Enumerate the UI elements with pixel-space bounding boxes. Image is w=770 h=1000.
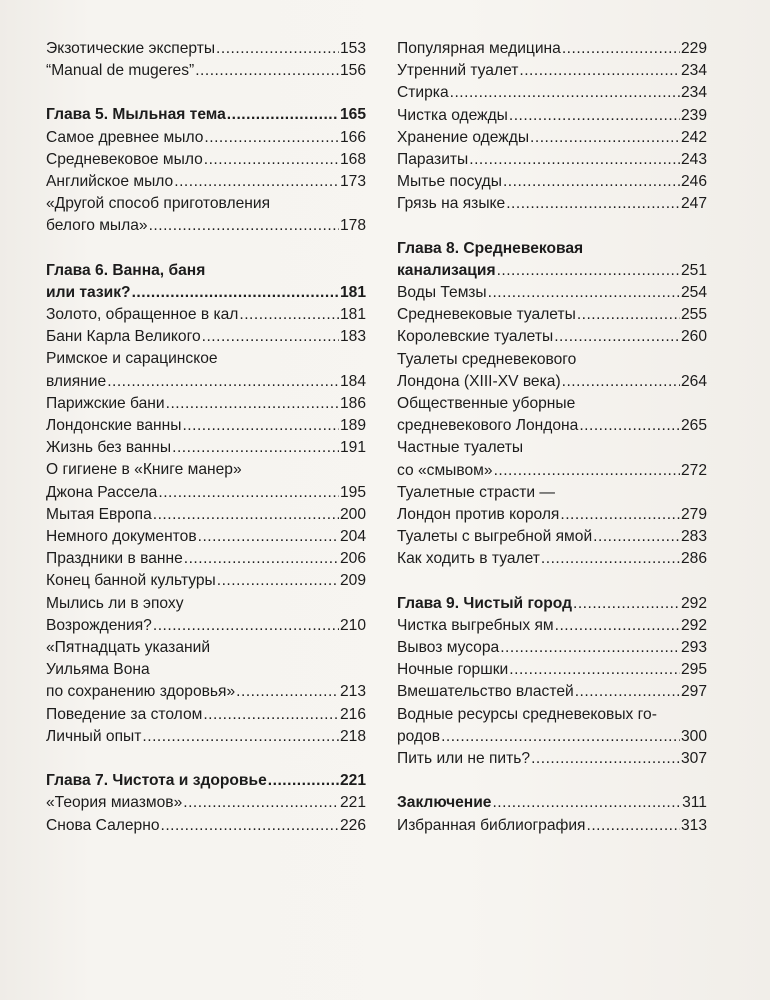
toc-entry bbox=[46, 482, 366, 504]
chapter-heading-line1 bbox=[397, 238, 707, 260]
entry-title: Чистка выгребных ям bbox=[397, 616, 554, 634]
page-number: 184 bbox=[339, 372, 366, 390]
leader-dots bbox=[579, 415, 680, 437]
page-number: 247 bbox=[680, 195, 707, 213]
toc-entry bbox=[46, 437, 366, 459]
entry-title: Лондона (XIII-XV века) bbox=[397, 372, 561, 390]
toc-entry bbox=[397, 127, 707, 149]
entry-title: белого мыла» bbox=[46, 217, 148, 235]
page-number: 255 bbox=[680, 306, 707, 324]
toc-entry bbox=[46, 215, 366, 237]
toc-entry bbox=[46, 704, 366, 726]
toc-entry bbox=[397, 193, 707, 215]
entry-title: «Пятнадцать указаний bbox=[46, 639, 211, 657]
leader-dots bbox=[142, 726, 339, 748]
page-number: 254 bbox=[680, 284, 707, 302]
leader-dots bbox=[204, 149, 339, 171]
leader-dots bbox=[183, 792, 339, 814]
toc-entry-conclusion bbox=[397, 792, 707, 814]
toc-entry bbox=[397, 415, 707, 437]
toc-entry bbox=[46, 326, 366, 348]
toc-entry-line2 bbox=[46, 659, 366, 681]
entry-title: Самое древнее мыло bbox=[46, 128, 204, 146]
toc-entry bbox=[46, 304, 366, 326]
chapter-title: канализация bbox=[397, 261, 496, 279]
leader-dots bbox=[560, 504, 680, 526]
toc-entry-line1 bbox=[397, 704, 707, 726]
leader-dots bbox=[203, 704, 339, 726]
toc-entry bbox=[46, 681, 366, 703]
toc-entry bbox=[46, 615, 366, 637]
toc-entry-line1 bbox=[397, 482, 707, 504]
chapter-title: Глава 5. Мыльная тема bbox=[46, 106, 226, 124]
toc-entry bbox=[397, 326, 707, 348]
page-number: 242 bbox=[680, 128, 707, 146]
entry-title: Английское мыло bbox=[46, 173, 174, 191]
leader-dots bbox=[158, 482, 339, 504]
page-number: 209 bbox=[339, 572, 366, 590]
entry-title: Мылись ли в эпоху bbox=[46, 594, 184, 612]
leader-dots bbox=[236, 681, 339, 703]
page-number: 168 bbox=[339, 150, 366, 168]
chapter-heading bbox=[46, 770, 366, 792]
entry-title: Вывоз мусора bbox=[397, 639, 500, 657]
leader-dots bbox=[217, 570, 339, 592]
entry-title: Королевские туалеты bbox=[397, 328, 554, 346]
entry-title: Утренний туалет bbox=[397, 62, 519, 80]
leader-dots bbox=[497, 260, 680, 282]
entry-title: Лондонские ванны bbox=[46, 417, 182, 435]
page-number: 156 bbox=[339, 62, 366, 80]
toc-entry-line1 bbox=[46, 637, 366, 659]
leader-dots bbox=[503, 171, 680, 193]
toc-entry bbox=[46, 792, 366, 814]
entry-title: со «смывом» bbox=[397, 461, 493, 479]
page-number: 186 bbox=[339, 394, 366, 412]
leader-dots bbox=[500, 637, 680, 659]
entry-title: Мытье посуды bbox=[397, 173, 502, 191]
chapter-title: или тазик? bbox=[46, 283, 131, 301]
page-number: 311 bbox=[682, 794, 707, 812]
toc-entry bbox=[397, 171, 707, 193]
entry-title: Грязь на языке bbox=[397, 195, 506, 213]
page-number: 153 bbox=[339, 40, 366, 57]
page-number: 251 bbox=[680, 261, 707, 279]
toc-entry bbox=[397, 637, 707, 659]
toc-entry bbox=[397, 748, 707, 770]
page-number: 265 bbox=[680, 417, 707, 435]
page-number: 218 bbox=[339, 727, 366, 745]
toc-entry bbox=[46, 127, 366, 149]
leader-dots bbox=[149, 215, 339, 237]
entry-title: Как ходить в туалет bbox=[397, 550, 540, 568]
leader-dots bbox=[184, 548, 339, 570]
leader-dots bbox=[509, 659, 680, 681]
entry-title: Избранная библиография bbox=[397, 816, 586, 834]
toc-entry bbox=[397, 105, 707, 127]
entry-title: Снова Салерно bbox=[46, 816, 160, 834]
toc-entry bbox=[397, 726, 707, 748]
toc-entry bbox=[46, 570, 366, 592]
entry-title: Туалеты с выгребной ямой bbox=[397, 528, 593, 546]
leader-dots bbox=[555, 615, 680, 637]
entry-title: «Другой способ приготовления bbox=[46, 195, 271, 213]
entry-title: Хранение одежды bbox=[397, 128, 530, 146]
page-number: 165 bbox=[339, 106, 366, 124]
leader-dots bbox=[132, 282, 339, 304]
leader-dots bbox=[166, 393, 339, 415]
entry-title: Поведение за столом bbox=[46, 705, 203, 723]
page-number: 229 bbox=[680, 40, 707, 57]
page-number: 272 bbox=[680, 461, 707, 479]
leader-dots bbox=[216, 38, 339, 60]
leader-dots bbox=[554, 326, 680, 348]
leader-dots bbox=[469, 149, 680, 171]
page-number: 307 bbox=[680, 750, 707, 768]
toc-entry-line1 bbox=[397, 437, 707, 459]
page-number: 204 bbox=[339, 528, 366, 546]
entry-title: Возрождения? bbox=[46, 616, 152, 634]
page-number: 300 bbox=[680, 727, 707, 745]
chapter-heading bbox=[46, 282, 366, 304]
entry-title: Экзотические эксперты bbox=[46, 40, 216, 57]
toc-entry bbox=[397, 659, 707, 681]
entry-title: Вмешательство властей bbox=[397, 683, 574, 701]
leader-dots bbox=[494, 460, 680, 482]
leader-dots bbox=[107, 371, 339, 393]
leader-dots bbox=[227, 104, 339, 126]
toc-entry-line1 bbox=[46, 593, 366, 615]
page-number: 293 bbox=[680, 639, 707, 657]
toc-entry bbox=[397, 38, 707, 60]
page-number: 297 bbox=[680, 683, 707, 701]
leader-dots bbox=[573, 593, 680, 615]
entry-title: Ночные горшки bbox=[397, 661, 509, 679]
leader-dots bbox=[202, 326, 339, 348]
page-number: 239 bbox=[680, 106, 707, 124]
page-number: 226 bbox=[339, 816, 366, 834]
page-number: 221 bbox=[339, 794, 366, 812]
toc-entry bbox=[46, 38, 366, 60]
entry-title: Мытая Европа bbox=[46, 505, 152, 523]
page-number: 213 bbox=[339, 683, 366, 701]
toc-entry bbox=[46, 815, 366, 837]
entry-title: Римское и сарацинское bbox=[46, 350, 218, 368]
leader-dots bbox=[450, 82, 680, 104]
toc-right-column bbox=[397, 38, 707, 837]
page-number: 260 bbox=[680, 328, 707, 346]
toc-entry-line1 bbox=[46, 193, 366, 215]
page-number: 166 bbox=[339, 128, 366, 146]
entry-title: Уильяма Вона bbox=[46, 661, 150, 679]
entry-title: Конец банной культуры bbox=[46, 572, 216, 590]
entry-title: Немного документов bbox=[46, 528, 197, 546]
page-number: 243 bbox=[680, 151, 707, 169]
page-number: 200 bbox=[339, 505, 366, 523]
toc-entry bbox=[397, 615, 707, 637]
page-number: 286 bbox=[680, 550, 707, 568]
chapter-title: Глава 7. Чистота и здоровье bbox=[46, 772, 267, 790]
leader-dots bbox=[441, 726, 680, 748]
chapter-heading-line1 bbox=[46, 260, 366, 282]
toc-entry bbox=[397, 548, 707, 570]
toc-entry bbox=[46, 371, 366, 393]
page-number: 234 bbox=[680, 84, 707, 102]
chapter-heading bbox=[397, 260, 707, 282]
chapter-title: Глава 9. Чистый город bbox=[397, 594, 573, 612]
entry-title: Праздники в ванне bbox=[46, 550, 183, 568]
toc-entry bbox=[46, 149, 366, 171]
leader-dots bbox=[195, 60, 339, 82]
toc-entry bbox=[397, 282, 707, 304]
leader-dots bbox=[492, 792, 681, 814]
entry-title: Паразиты bbox=[397, 151, 469, 169]
entry-title: Бани Карла Великого bbox=[46, 328, 201, 346]
page-number: 181 bbox=[339, 283, 366, 301]
page-number: 195 bbox=[339, 483, 366, 501]
page-number: 189 bbox=[339, 417, 366, 435]
entry-title: Средневековое мыло bbox=[46, 150, 203, 168]
entry-title: Стирка bbox=[397, 84, 449, 102]
page-number: 246 bbox=[680, 173, 707, 191]
leader-dots bbox=[575, 681, 680, 703]
leader-dots bbox=[531, 748, 680, 770]
entry-title: Воды Темзы bbox=[397, 284, 487, 302]
entry-title: О гигиене в «Книге манер» bbox=[46, 461, 242, 479]
page-number: 210 bbox=[339, 616, 366, 634]
entry-title: Лондон против короля bbox=[397, 506, 560, 524]
entry-title: Заключение bbox=[397, 794, 492, 812]
page-number: 183 bbox=[339, 328, 366, 346]
leader-dots bbox=[593, 526, 680, 548]
page-number: 181 bbox=[339, 306, 366, 324]
entry-title: Золото, обращенное в кал bbox=[46, 306, 239, 324]
leader-dots bbox=[174, 171, 339, 193]
leader-dots bbox=[562, 371, 680, 393]
toc-entry bbox=[46, 60, 366, 82]
chapter-heading bbox=[46, 104, 366, 126]
leader-dots bbox=[204, 127, 339, 149]
leader-dots bbox=[562, 38, 680, 60]
toc-left-column bbox=[46, 38, 366, 837]
toc-entry bbox=[46, 526, 366, 548]
entry-title: Пить или не пить? bbox=[397, 750, 531, 768]
page-number: 206 bbox=[339, 550, 366, 568]
page-number: 279 bbox=[680, 506, 707, 524]
page-number: 313 bbox=[680, 816, 707, 834]
toc-entry bbox=[46, 504, 366, 526]
page-number: 221 bbox=[339, 772, 366, 790]
page-number: 295 bbox=[680, 661, 707, 679]
leader-dots bbox=[506, 193, 680, 215]
toc-entry bbox=[46, 415, 366, 437]
toc-entry-line1 bbox=[46, 348, 366, 370]
entry-title: Туалетные страсти — bbox=[397, 483, 556, 501]
toc-entry-line1 bbox=[397, 393, 707, 415]
leader-dots bbox=[587, 815, 680, 837]
toc-entry bbox=[397, 60, 707, 82]
toc-entry-line1 bbox=[397, 349, 707, 371]
toc-entry bbox=[397, 149, 707, 171]
leader-dots bbox=[153, 504, 339, 526]
leader-dots bbox=[172, 437, 339, 459]
chapter-title: Глава 6. Ванна, баня bbox=[46, 261, 206, 279]
entry-title: “Manual de mugeres” bbox=[46, 62, 195, 80]
leader-dots bbox=[161, 815, 339, 837]
leader-dots bbox=[577, 304, 680, 326]
entry-title: Личный опыт bbox=[46, 727, 142, 745]
leader-dots bbox=[530, 127, 680, 149]
entry-title: средневекового Лондона bbox=[397, 417, 579, 435]
toc-entry bbox=[397, 371, 707, 393]
entry-title: Частные туалеты bbox=[397, 439, 524, 457]
toc-entry bbox=[397, 460, 707, 482]
toc-entry bbox=[46, 548, 366, 570]
leader-dots bbox=[153, 615, 339, 637]
toc-entry bbox=[397, 681, 707, 703]
toc-entry bbox=[397, 304, 707, 326]
leader-dots bbox=[519, 60, 680, 82]
chapter-title: Глава 8. Средневековая bbox=[397, 239, 584, 257]
leader-dots bbox=[268, 770, 339, 792]
page-number: 191 bbox=[339, 439, 366, 457]
chapter-heading bbox=[397, 593, 707, 615]
toc-entry-line1 bbox=[46, 459, 366, 481]
entry-title: родов bbox=[397, 727, 441, 745]
page-number: 292 bbox=[680, 594, 707, 612]
page-number: 234 bbox=[680, 62, 707, 80]
entry-title: Популярная медицина bbox=[397, 40, 561, 57]
page-number: 283 bbox=[680, 528, 707, 546]
entry-title: по сохранению здоровья» bbox=[46, 683, 236, 701]
entry-title: Жизнь без ванны bbox=[46, 439, 172, 457]
page-number: 264 bbox=[680, 372, 707, 390]
entry-title: Джона Рассела bbox=[46, 483, 158, 501]
entry-title: Парижские бани bbox=[46, 394, 165, 412]
page-number: 178 bbox=[339, 217, 366, 235]
page-number: 216 bbox=[339, 705, 366, 723]
page-number: 292 bbox=[680, 616, 707, 634]
leader-dots bbox=[182, 415, 339, 437]
page-number: 173 bbox=[339, 173, 366, 191]
entry-title: Общественные уборные bbox=[397, 395, 576, 413]
toc-entry bbox=[397, 82, 707, 104]
entry-title: Водные ресурсы средневековых го- bbox=[397, 705, 657, 723]
leader-dots bbox=[239, 304, 339, 326]
toc-entry bbox=[397, 504, 707, 526]
leader-dots bbox=[488, 282, 680, 304]
toc-entry bbox=[46, 726, 366, 748]
entry-title: «Теория миазмов» bbox=[46, 794, 183, 812]
toc-entry bbox=[46, 171, 366, 193]
entry-title: Чистка одежды bbox=[397, 106, 508, 124]
toc-entry bbox=[397, 526, 707, 548]
entry-title: Туалеты средневекового bbox=[397, 350, 577, 368]
leader-dots bbox=[198, 526, 339, 548]
toc-entry bbox=[46, 393, 366, 415]
entry-title: влияние bbox=[46, 372, 107, 390]
leader-dots bbox=[509, 105, 680, 127]
entry-title: Средневековые туалеты bbox=[397, 306, 576, 324]
leader-dots bbox=[541, 548, 680, 570]
toc-entry bbox=[397, 815, 707, 837]
